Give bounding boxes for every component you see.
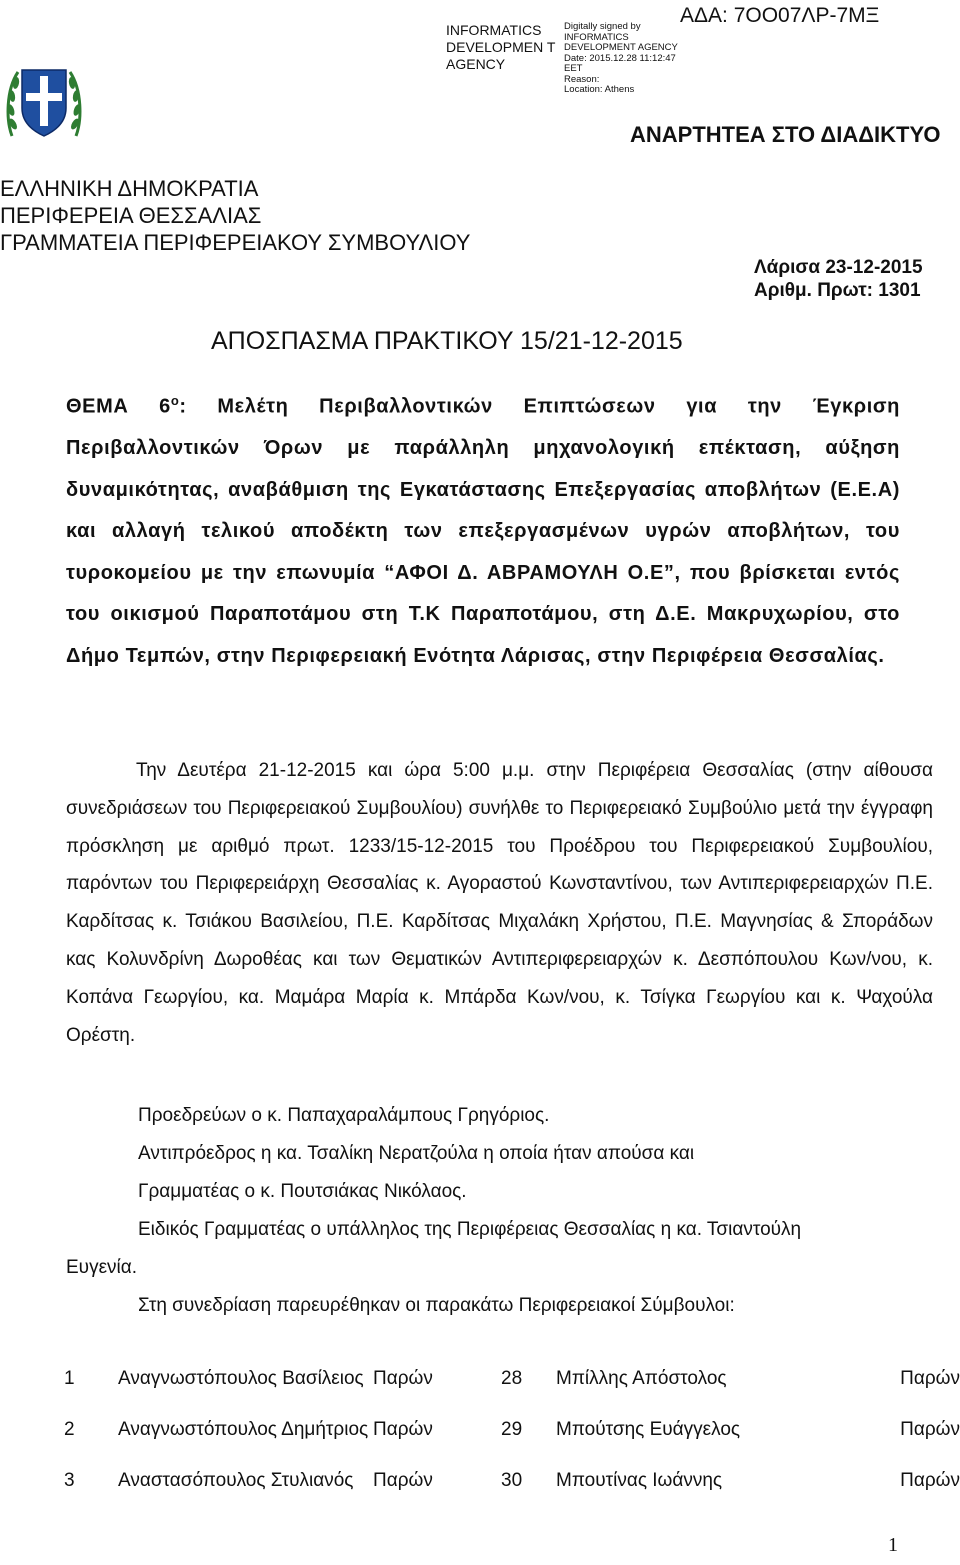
- greek-emblem-logo: [4, 50, 84, 144]
- special-secretary-name: Ευγενία.: [66, 1257, 138, 1278]
- topic-label: ΘΕΜΑ 6: [66, 395, 171, 418]
- attendance-intro: Στη συνεδρίαση παρευρέθηκαν οι παρακάτω Περιφερειακοί Σύμβουλοι:: [138, 1295, 735, 1316]
- member-name: Αναστασόπουλος Στυλιανός: [118, 1470, 354, 1491]
- member-status: Παρών: [373, 1419, 433, 1440]
- member-number: 30: [501, 1470, 523, 1491]
- member-name: Μπουτίνας Ιωάννης: [556, 1470, 723, 1491]
- member-name: Αναγνωστόπουλος Δημήτριος: [118, 1419, 369, 1440]
- signature-line: DEVELOPMENT AGENCY: [564, 42, 678, 53]
- signature-line: INFORMATICS: [564, 31, 629, 43]
- member-status: Παρών: [373, 1470, 433, 1491]
- signature-line: Date: 2015.12.28 11:12:47: [564, 52, 676, 64]
- member-number: 2: [64, 1419, 75, 1440]
- member-status: Παρών: [900, 1470, 960, 1491]
- excerpt-title: ΑΠΟΣΠΑΣΜΑ ΠΡΑΚΤΙΚΟΥ 15/21-12-2015: [211, 327, 683, 355]
- signature-line: Reason:: [564, 73, 600, 85]
- topic-ordinal: ο: [170, 393, 180, 408]
- signature-line: EET: [564, 63, 583, 74]
- signature-organization: INFORMATICS DEVELOPMEN T AGENCY: [446, 22, 556, 72]
- ada-code: ΑΔΑ: 7ΟΟ07ΛΡ-7ΜΞ: [680, 4, 880, 27]
- posting-notice: ΑΝΑΡΤΗΤΕΑ ΣΤΟ ΔΙΑΔΙΚΤΥΟ: [630, 122, 941, 147]
- signature-line: Digitally signed by: [564, 21, 641, 32]
- special-secretary-line: Ειδικός Γραμματέας ο υπάλληλος της Περιφέρειας Θεσσαλίας η κα. Τσιαντούλη: [138, 1219, 802, 1240]
- authority-line-3: ΓΡΑΜΜΑΤΕΙΑ ΠΕΡΙΦΕΡΕΙΑΚΟΥ ΣΥΜΒΟΥΛΙΟΥ: [0, 230, 471, 255]
- meeting-paragraph: [66, 752, 933, 1054]
- table-row: [64, 1468, 960, 1519]
- issuing-authority: [0, 175, 470, 256]
- member-number: 1: [64, 1368, 75, 1389]
- member-number: 3: [64, 1470, 75, 1491]
- member-status: Παρών: [373, 1368, 433, 1389]
- member-name: Μπούτσης Ευάγγελος: [556, 1419, 741, 1440]
- member-number: 29: [501, 1419, 523, 1440]
- member-number: 28: [501, 1368, 523, 1389]
- protocol-number: Αριθμ. Πρωτ: 1301: [754, 280, 921, 301]
- topic-paragraph: [66, 380, 900, 677]
- member-name: Μπίλλης Απόστολος: [556, 1368, 727, 1389]
- signature-details: [564, 22, 678, 96]
- meeting-text: Την Δευτέρα 21-12-2015 και ώρα 5:00 μ.μ. στην Περιφέρεια Θεσσαλίας (στην αίθουσα συνεδριάσεων του Περιφερειακού Συμβουλίου) συνήλθε το Περιφερειακό Συμβούλιο μετά την έγγραφη πρόσκληση με αριθμό πρωτ. 1233/15-12-2015 του Προέδρου του Περιφερειακού Συμβουλίου, παρόντων του Περιφερειάρχη Θεσσαλίας κ. Αγοραστού Κωνσταντίνου, των Αντιπεριφερειαρχών Π.Ε. Καρδίτσας κ. Τσιάκου Βασιλείου, Π.Ε. Καρδίτσας Μιχαλάκη Χρήστου, Π.Ε. Μαγνησίας & Σποράδων κας Κολυνδρίνη Δωροθέας και των Θεματικών Αντιπεριφερειαρχών κ. Δεσπόπουλου Κων/νου, κ. Κοπάνα Γεωργίου, κα. Μαμάρα Μαρία κ. Μπάρδα Κων/νου, κ. Τσίγκα Γεωργίου και κ. Ψαχούλα Ορέστη.: [66, 760, 933, 1046]
- authority-line-2: ΠΕΡΙΦΕΡΕΙΑ ΘΕΣΣΑΛΙΑΣ: [0, 203, 262, 228]
- authority-line-1: ΕΛΛΗΝΙΚΗ ΔΗΜΟΚΡΑΤΙΑ: [0, 176, 259, 201]
- place-date-protocol: [754, 256, 923, 302]
- secretary-line: Γραμματέας ο κ. Πουτσιάκας Νικόλαος.: [138, 1181, 467, 1202]
- member-status: Παρών: [900, 1368, 960, 1389]
- place-date: Λάρισα 23-12-2015: [754, 257, 923, 278]
- chair-line: Προεδρεύων ο κ. Παπαχαραλάμπους Γρηγόριος.: [138, 1105, 550, 1126]
- vice-chair-line: Αντιπρόεδρος η κα. Τσαλίκη Νερατζούλα η οποία ήταν απούσα και: [138, 1143, 695, 1164]
- signature-line: Location: Athens: [564, 84, 635, 95]
- page-number: 1: [888, 1534, 898, 1556]
- table-row: [64, 1366, 960, 1417]
- table-row: [64, 1417, 960, 1468]
- member-status: Παρών: [900, 1419, 960, 1440]
- members-table: [64, 1366, 960, 1519]
- member-name: Αναγνωστόπουλος Βασίλειος: [118, 1368, 364, 1389]
- topic-text: : Μελέτη Περιβαλλοντικών Επιπτώσεων για την Έγκριση Περιβαλλοντικών Όρων με παράλληλη μηχανολογική επέκταση, αύξηση δυναμικότητας, αναβάθμιση της Εγκατάστασης Επεξεργασίας αποβλήτων (Ε.Ε.Α) και αλλαγή τελικού αποδέκτη των επεξεργασμένων υγρών αποβλήτων, του τυροκομείου με την επωνυμία “ΑΦΟΙ Δ. ΑΒΡΑΜΟΥΛΗ Ο.Ε”, που βρίσκεται εντός του οικισμού Παραποτάμου στη Τ.Κ Παραποτάμου, στη Δ.Ε. Μακρυχωρίου, στο Δήμο Τεμπών, στην Περιφερειακή Ενότητα Λάρισας, στην Περιφέρεια Θεσσαλίας.: [66, 395, 900, 667]
